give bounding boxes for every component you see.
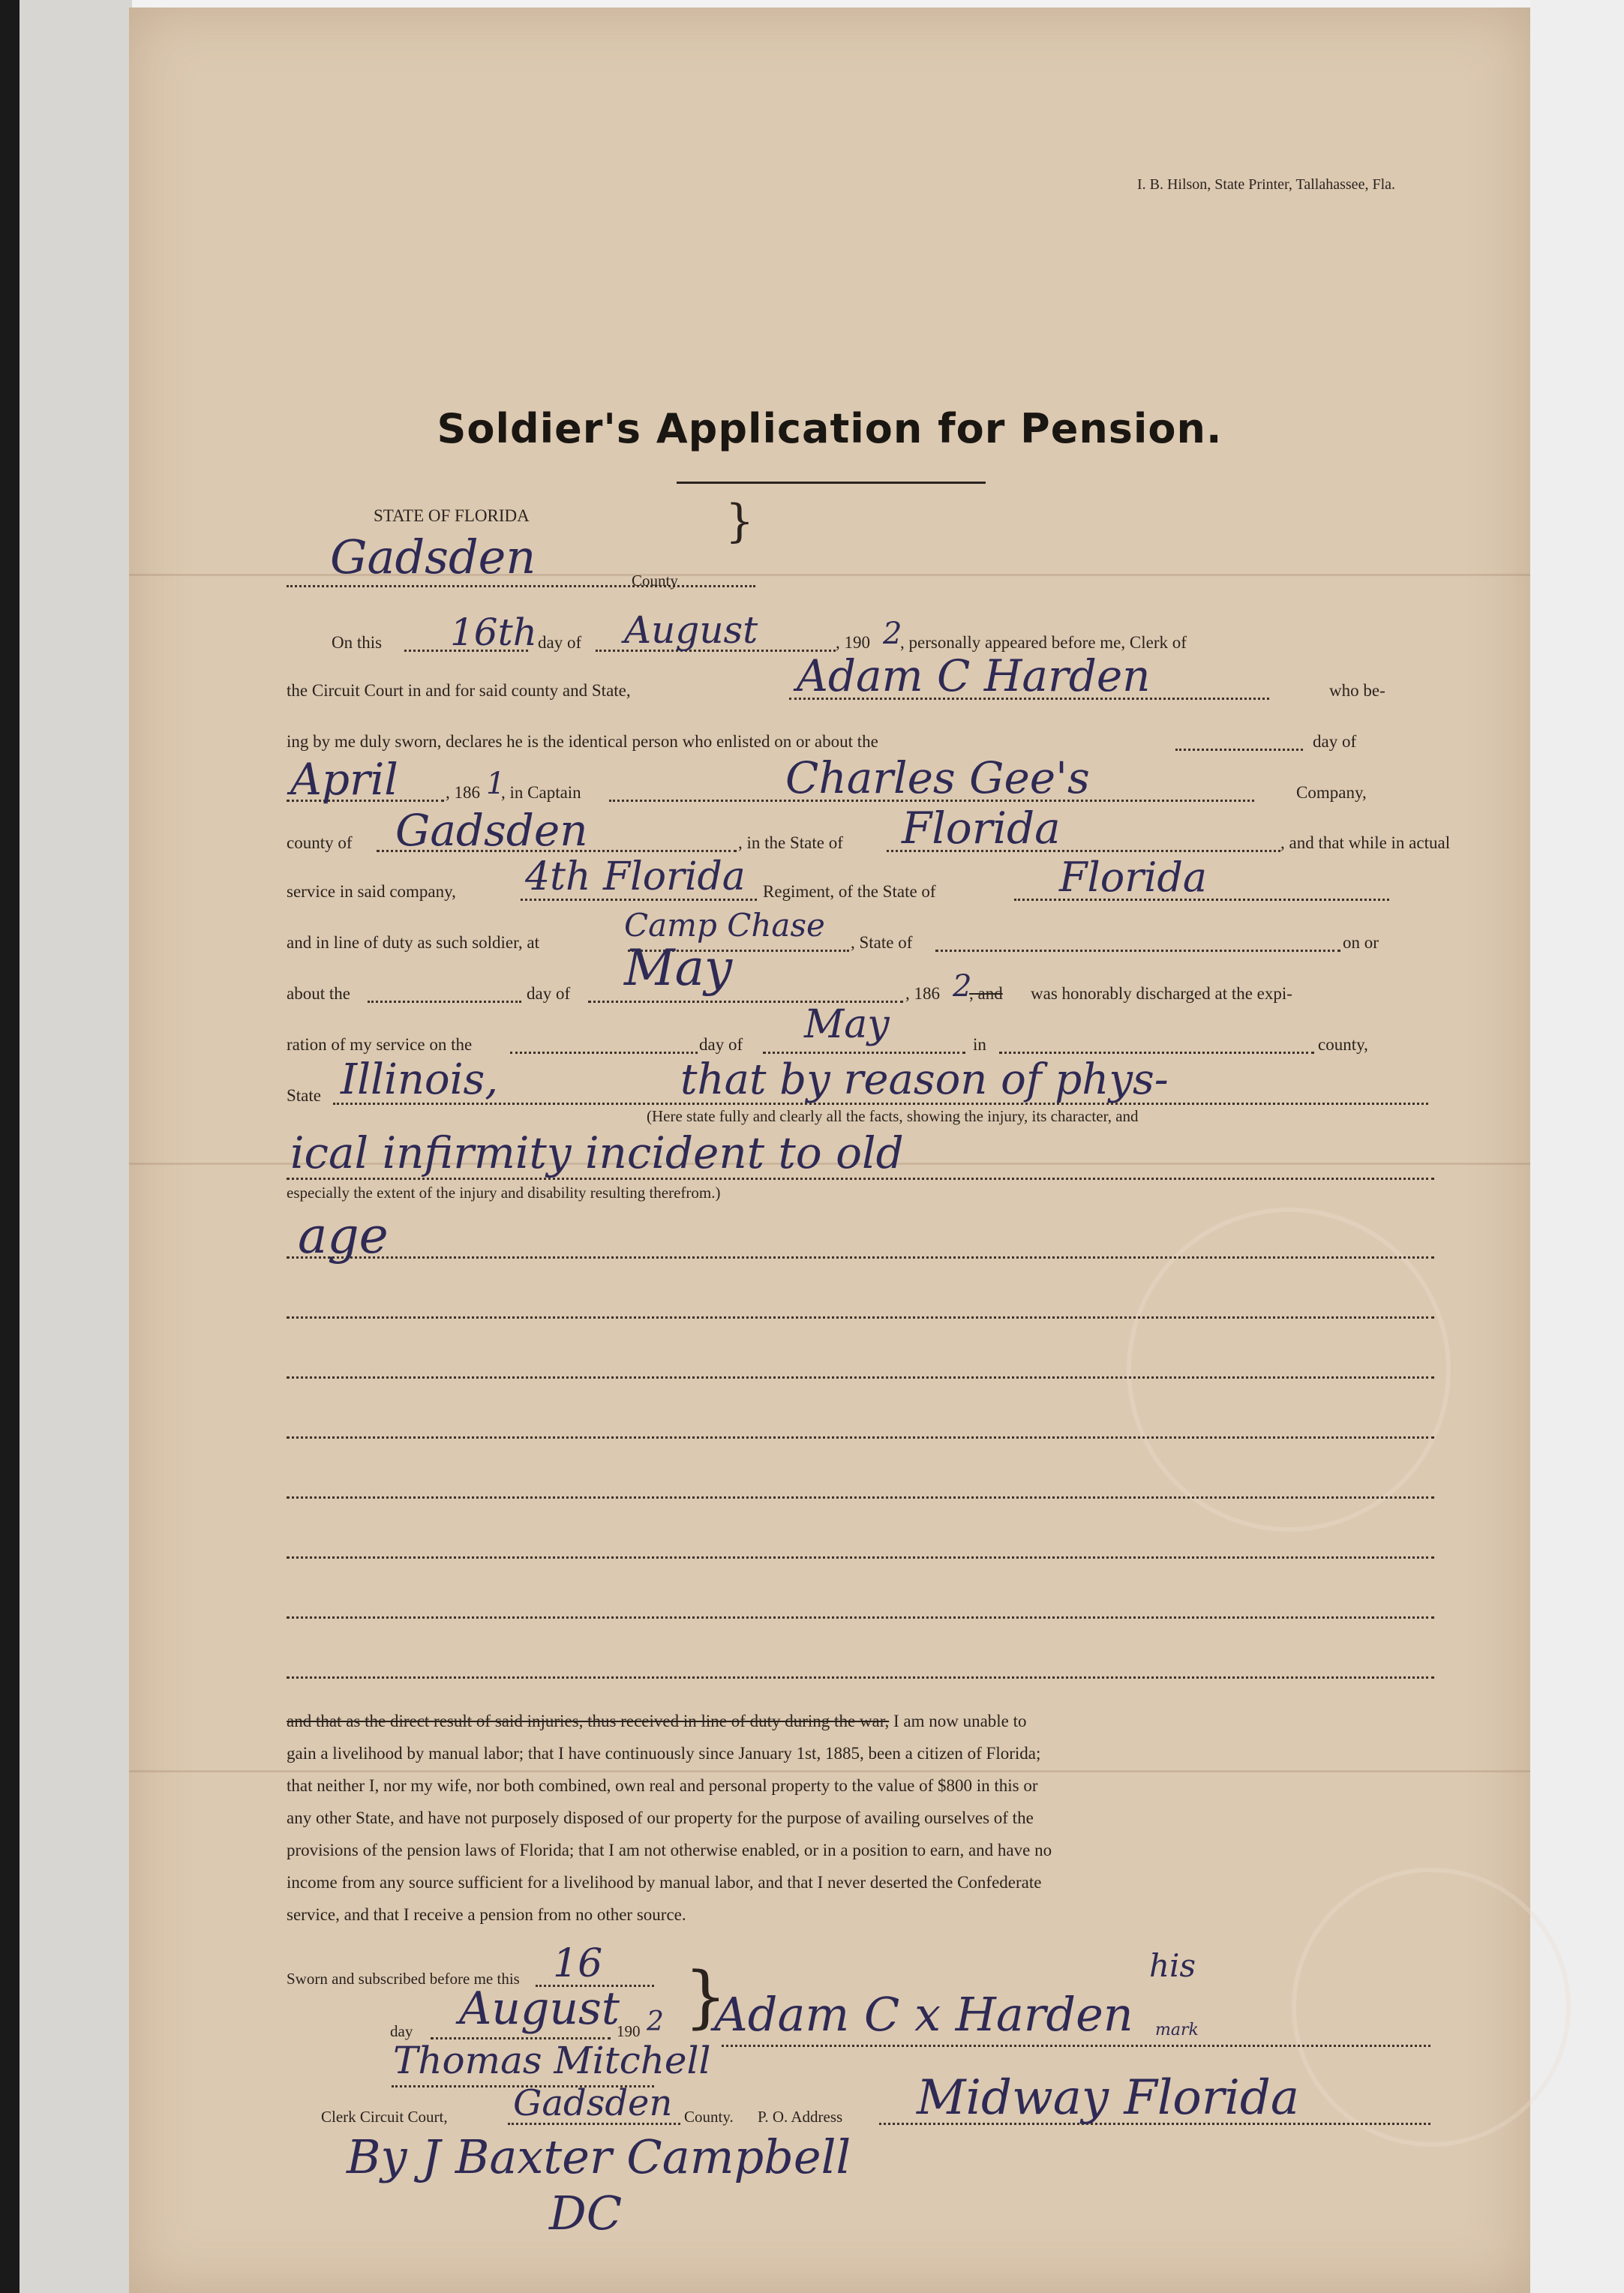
- form-text: , 186: [446, 783, 480, 802]
- form-text: , in the State of: [738, 833, 843, 852]
- hw-state2: Florida: [902, 803, 1061, 854]
- hw-year3: 2: [953, 969, 972, 1004]
- hw-statement: age: [298, 1207, 389, 1265]
- form-text: P. O. Address: [758, 2108, 843, 2126]
- hw-state3: Florida: [1059, 854, 1208, 901]
- form-text: 190: [617, 2022, 641, 2040]
- form-text: and in line of duty as such soldier, at: [287, 933, 539, 952]
- form-text: State: [287, 1086, 321, 1105]
- form-text: service, and that I receive a pension from no other source.: [287, 1905, 686, 1924]
- blank-line: [1175, 749, 1303, 751]
- blank-line: [287, 1256, 1434, 1259]
- form-text: , State of: [851, 933, 913, 952]
- form-text: On this: [332, 633, 383, 652]
- printer-credit: I. B. Hilson, State Printer, Tallahassee, Fla.: [1136, 176, 1395, 193]
- form-text: day of: [538, 633, 582, 652]
- hw-po-address: Midway Florida: [917, 2070, 1299, 2126]
- hw-disch-month: May: [804, 1002, 890, 1047]
- hw-year: 2: [883, 617, 902, 651]
- hw-statement: that by reason of phys-: [680, 1055, 1169, 1104]
- form-text: income from any source sufficient for a livelihood by manual labor, and that I never deserted the Confederate: [287, 1873, 1042, 1892]
- hw-sworn-month: August: [459, 1982, 620, 2035]
- form-instruction: (Here state fully and clearly all the facts, showing the injury, its character, and: [647, 1107, 1139, 1125]
- hw-regiment: 4th Florida: [525, 854, 746, 899]
- hw-county: Gadsden: [330, 530, 536, 584]
- form-text: county,: [1318, 1035, 1368, 1054]
- scan-background: [20, 0, 132, 2293]
- hw-statement: ical infirmity incident to old: [290, 1127, 904, 1178]
- embossed-seal: [1292, 1868, 1571, 2147]
- hw-state4: Illinois,: [341, 1055, 499, 1104]
- struck-clause: and that as the direct result of said injuries, thus received in line of duty during the war,: [287, 1712, 890, 1730]
- form-text: , in Captain: [501, 783, 581, 802]
- hw-month2: May: [624, 939, 733, 997]
- blank-line: [287, 1436, 1434, 1439]
- form-text: day of: [699, 1035, 743, 1054]
- form-text: service in said company,: [287, 882, 456, 901]
- form-text-struck: , and: [969, 984, 1003, 1003]
- hw-signature: Adam C x Harden: [714, 1987, 1133, 2042]
- hw-applicant: Adam C Harden: [797, 650, 1151, 701]
- form-text: was honorably discharged at the expi-: [1031, 984, 1292, 1003]
- form-text: , personally appeared before me, Clerk of: [900, 633, 1187, 652]
- form-text: , and that while in actual: [1280, 833, 1451, 852]
- form-text: provisions of the pension laws of Florida; that I am not otherwise enabled, or in a position to earn, and have no: [287, 1841, 1052, 1859]
- form-text: Sworn and subscribed before me this: [287, 1970, 520, 1988]
- signature-line: [722, 2045, 1430, 2047]
- blank-line: [287, 1676, 1434, 1679]
- form-text: , 186: [905, 984, 940, 1003]
- form-text: ration of my service on the: [287, 1035, 473, 1054]
- brace: }: [725, 495, 755, 548]
- page-title: Soldier's Application for Pension.: [437, 405, 1223, 452]
- hw-mark: mark: [1155, 2021, 1199, 2039]
- state-label: STATE OF FLORIDA: [374, 506, 530, 525]
- hw-deputy-title: DC: [549, 2186, 623, 2240]
- blank-line: [368, 1001, 521, 1003]
- hw-month: August: [624, 608, 758, 652]
- blank-line: [287, 1316, 1434, 1319]
- form-text: about the: [287, 984, 350, 1003]
- form-text: day of: [527, 984, 571, 1003]
- hw-day: 16th: [450, 611, 537, 654]
- form-text: ing by me duly sworn, declares he is the identical person who enlisted on or about the: [287, 732, 878, 751]
- hw-enlist-year: 1: [486, 767, 506, 801]
- hw-county2: Gadsden: [395, 805, 588, 856]
- blank-line: [287, 1376, 1434, 1379]
- county-suffix: County: [632, 572, 678, 590]
- brace: }: [684, 1958, 728, 2036]
- form-text: , 190: [836, 633, 870, 652]
- form-text: Regiment, of the State of: [763, 882, 936, 901]
- form-text: Clerk Circuit Court,: [321, 2108, 448, 2126]
- hw-his: his: [1149, 1947, 1196, 1984]
- form-text: Company,: [1296, 783, 1367, 802]
- form-text: that neither I, nor my wife, nor both combined, own real and personal property to the value of $800 in this or: [287, 1776, 1038, 1795]
- scanner-edge: [0, 0, 20, 2293]
- form-text: on or: [1343, 933, 1379, 952]
- form-text: day of: [1313, 732, 1357, 751]
- form-text: day: [390, 2022, 413, 2040]
- blank-line: [287, 1616, 1434, 1619]
- form-text: gain a livelihood by manual labor; that I have continuously since January 1st, 1885, been a citizen of Florida;: [287, 1744, 1041, 1763]
- county-line: [287, 585, 755, 587]
- hw-enlist-month: April: [290, 754, 398, 805]
- blank-line: [935, 950, 1340, 952]
- form-text: who be-: [1329, 681, 1385, 700]
- hw-sworn-year: 2: [647, 2006, 664, 2037]
- pension-application-document: [129, 8, 1530, 2293]
- blank-line: [287, 1556, 1434, 1559]
- hw-deputy-signature: By J Baxter Campbell: [347, 2129, 851, 2184]
- blank-line: [763, 1052, 965, 1054]
- form-instruction: especially the extent of the injury and disability resulting therefrom.): [287, 1184, 721, 1202]
- blank-line: [999, 1052, 1314, 1054]
- form-text: the Circuit Court in and for said county and State,: [287, 681, 631, 700]
- hw-captain: Charles Gee's: [785, 752, 1090, 803]
- hw-clerk-county: Gadsden: [513, 2082, 673, 2124]
- hw-clerk-signature: Thomas Mitchell: [393, 2039, 711, 2082]
- form-text: [287, 1712, 1027, 1731]
- hw-place: Camp Chase: [624, 907, 825, 944]
- form-text: county of: [287, 833, 353, 852]
- form-text: I am now unable to: [893, 1712, 1027, 1730]
- form-text: County.: [684, 2108, 734, 2126]
- hw-sworn-day: 16: [553, 1941, 603, 1986]
- form-text: in: [973, 1035, 986, 1054]
- title-rule: [677, 482, 986, 484]
- blank-line: [510, 1052, 698, 1054]
- blank-line: [287, 1496, 1434, 1499]
- fold-line: [129, 1770, 1530, 1772]
- form-text: any other State, and have not purposely disposed of our property for the purpose of availing ourselves of the: [287, 1808, 1034, 1827]
